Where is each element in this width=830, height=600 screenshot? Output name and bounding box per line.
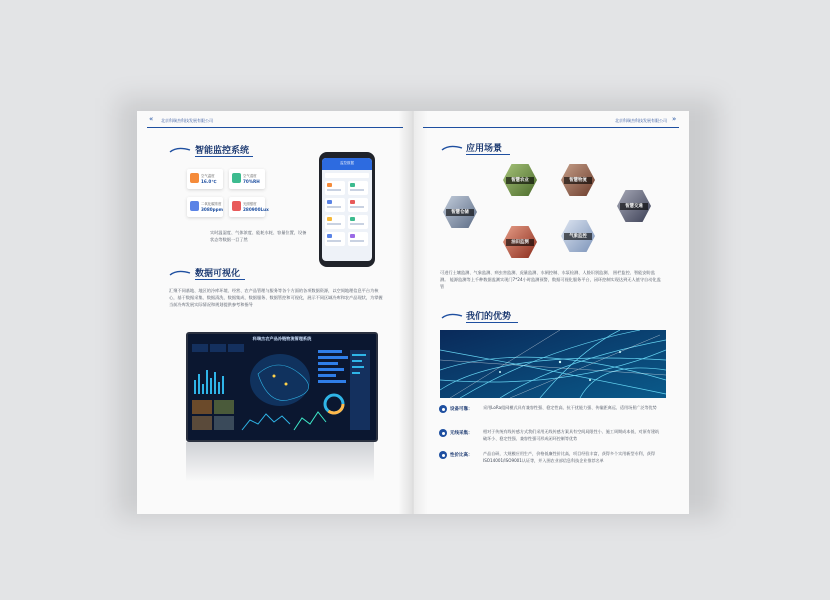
scene-smart-agriculture xyxy=(503,163,537,197)
phone-app-bar xyxy=(322,158,372,170)
right-page xyxy=(413,111,689,514)
header-rule xyxy=(147,127,403,128)
section-our-advantages xyxy=(441,309,541,323)
scene-label: 气象监控 xyxy=(564,233,592,240)
phone-mockup xyxy=(319,152,375,267)
dashboard-screenshot xyxy=(186,332,378,442)
metric-label: 空气湿度 xyxy=(243,174,257,178)
header-rule xyxy=(423,127,679,128)
droplet-icon xyxy=(232,173,241,183)
swoosh-icon xyxy=(169,270,191,277)
swoosh-icon xyxy=(169,147,191,154)
dashboard-reflection xyxy=(186,442,374,482)
advantage-title: 无线采集： xyxy=(450,431,473,436)
metric-card-light xyxy=(229,197,269,217)
gear-bullet-icon xyxy=(439,451,447,459)
metric-value: 70%RH xyxy=(243,179,260,184)
phone-tile xyxy=(325,181,345,195)
metric-label: 光照强度 xyxy=(243,202,257,206)
phone-tile xyxy=(348,181,368,195)
network-lines-graphic xyxy=(440,330,666,398)
advantage-title: 性价比高： xyxy=(450,453,473,458)
phone-tile xyxy=(325,215,345,229)
section-application-scenarios xyxy=(441,141,531,155)
right-header xyxy=(413,116,689,126)
phone-app-title: 监控数据 xyxy=(340,161,354,165)
monitoring-caption: 实时温湿度、气体浓度、能耗水耗、容量位置，设备状态等数据一目了然 xyxy=(210,230,307,243)
scene-smart-logistics xyxy=(561,163,595,197)
header-chevron-icon: « xyxy=(149,115,154,123)
left-header xyxy=(137,116,413,126)
section-title: 我们的优势 xyxy=(466,312,512,322)
metric-value: 280900Lux xyxy=(243,207,269,212)
section-data-visualization xyxy=(169,266,259,280)
metric-card-co2 xyxy=(187,197,223,217)
scenarios-paragraph: 可进行土壤监测、气象监测、病虫害监测、虎量监测、水闸控制、水泵检测、人脸识别监测、 围栏监控、智能安防监测。 能源监测等上千种数据监测实现门7*24小时监测预警，数据可视化服务平台，闭环控制实现达到无人值守自动化监管 xyxy=(440,270,661,290)
title-underline xyxy=(195,279,245,280)
left-header-company: 北京科瑞杰科技发展有限公司 xyxy=(161,118,213,123)
advantage-desc: 产品自研，大规模应用生产，价格低廉性价比高，项目经验丰富，获得多个实用新型专利，获得ISO14001/ISO9001认证等，并入围农业部信息科技企业推荐名单 xyxy=(483,451,655,463)
advantage-item xyxy=(439,451,669,471)
thermometer-icon xyxy=(190,173,199,183)
metric-label: 空气温度 xyxy=(201,174,215,178)
metric-card-temperature xyxy=(187,169,223,189)
phone-search-bar xyxy=(325,173,369,178)
right-header-company: 北京科瑞杰科技发展有限公司 xyxy=(615,118,667,123)
title-underline xyxy=(466,154,510,155)
sun-icon xyxy=(232,201,241,211)
advantage-item xyxy=(439,405,669,425)
phone-tile xyxy=(348,215,368,229)
scene-label: 油田监测 xyxy=(506,239,534,246)
scene-weather-monitoring xyxy=(561,219,595,253)
metric-value: 3080ppm xyxy=(201,207,224,212)
visualization-paragraph: 汇聚不同基地、地区的冷库环境、经营、农产品管理与服务等各个方面的各项数据资源，以空间地理信息平台为核心，基于数据采集、数据清洗、数据集成、数据服务、数据管控和可视化，展示不同区域冷库和农产品现状，为掌握当前冷库发展实际情况和规划提供参考和指导 xyxy=(169,288,383,308)
header-chevron-icon: » xyxy=(672,115,677,123)
title-underline xyxy=(195,156,253,157)
swoosh-icon xyxy=(441,313,463,320)
advantage-desc: 采用LoRa组网模式具有兼容性强、稳定性高、抗干扰能力强、传输距离远、适用场景广泛等优势 xyxy=(483,405,657,410)
advantage-title: 设备可靠： xyxy=(450,407,473,412)
gear-bullet-icon xyxy=(439,429,447,437)
scene-label: 智慧仓储 xyxy=(446,209,474,216)
scene-smart-warehouse xyxy=(443,195,477,229)
scene-label: 智慧物流 xyxy=(564,177,592,184)
scene-label: 智慧交通 xyxy=(620,203,648,210)
metric-card-humidity xyxy=(229,169,265,189)
section-title: 数据可视化 xyxy=(195,269,241,279)
scene-label: 智慧农业 xyxy=(506,177,534,184)
section-smart-monitoring xyxy=(169,143,259,157)
metric-label: 二氧化碳浓度 xyxy=(201,202,222,206)
phone-screen xyxy=(322,158,372,261)
metric-value: 16.0℃ xyxy=(201,179,217,184)
network-tech-image xyxy=(440,330,666,398)
left-page xyxy=(137,111,413,514)
phone-tile xyxy=(348,198,368,212)
scene-oilfield-monitoring xyxy=(503,225,537,259)
co2-icon xyxy=(190,201,199,211)
advantage-desc: 相对于传统有线传感方式我们采用无线传感方案具有空间局限性小、施工周期成本低、对原有建筑破坏小、稳定性强、兼容性强可形成闭环控制等优势 xyxy=(483,429,660,441)
phone-tile xyxy=(325,198,345,212)
phone-tile xyxy=(325,232,345,246)
dashboard-title: 科瑞杰农产品冷链物流管理系统 xyxy=(252,336,312,341)
gear-bullet-icon xyxy=(439,405,447,413)
title-underline xyxy=(466,322,518,323)
phone-tile xyxy=(348,232,368,246)
swoosh-icon xyxy=(441,145,463,152)
dashboard-graphics xyxy=(188,334,376,440)
scene-smart-traffic xyxy=(617,189,651,223)
section-title: 智能监控系统 xyxy=(195,146,250,156)
advantage-item xyxy=(439,429,669,449)
section-title: 应用场景 xyxy=(466,144,503,154)
